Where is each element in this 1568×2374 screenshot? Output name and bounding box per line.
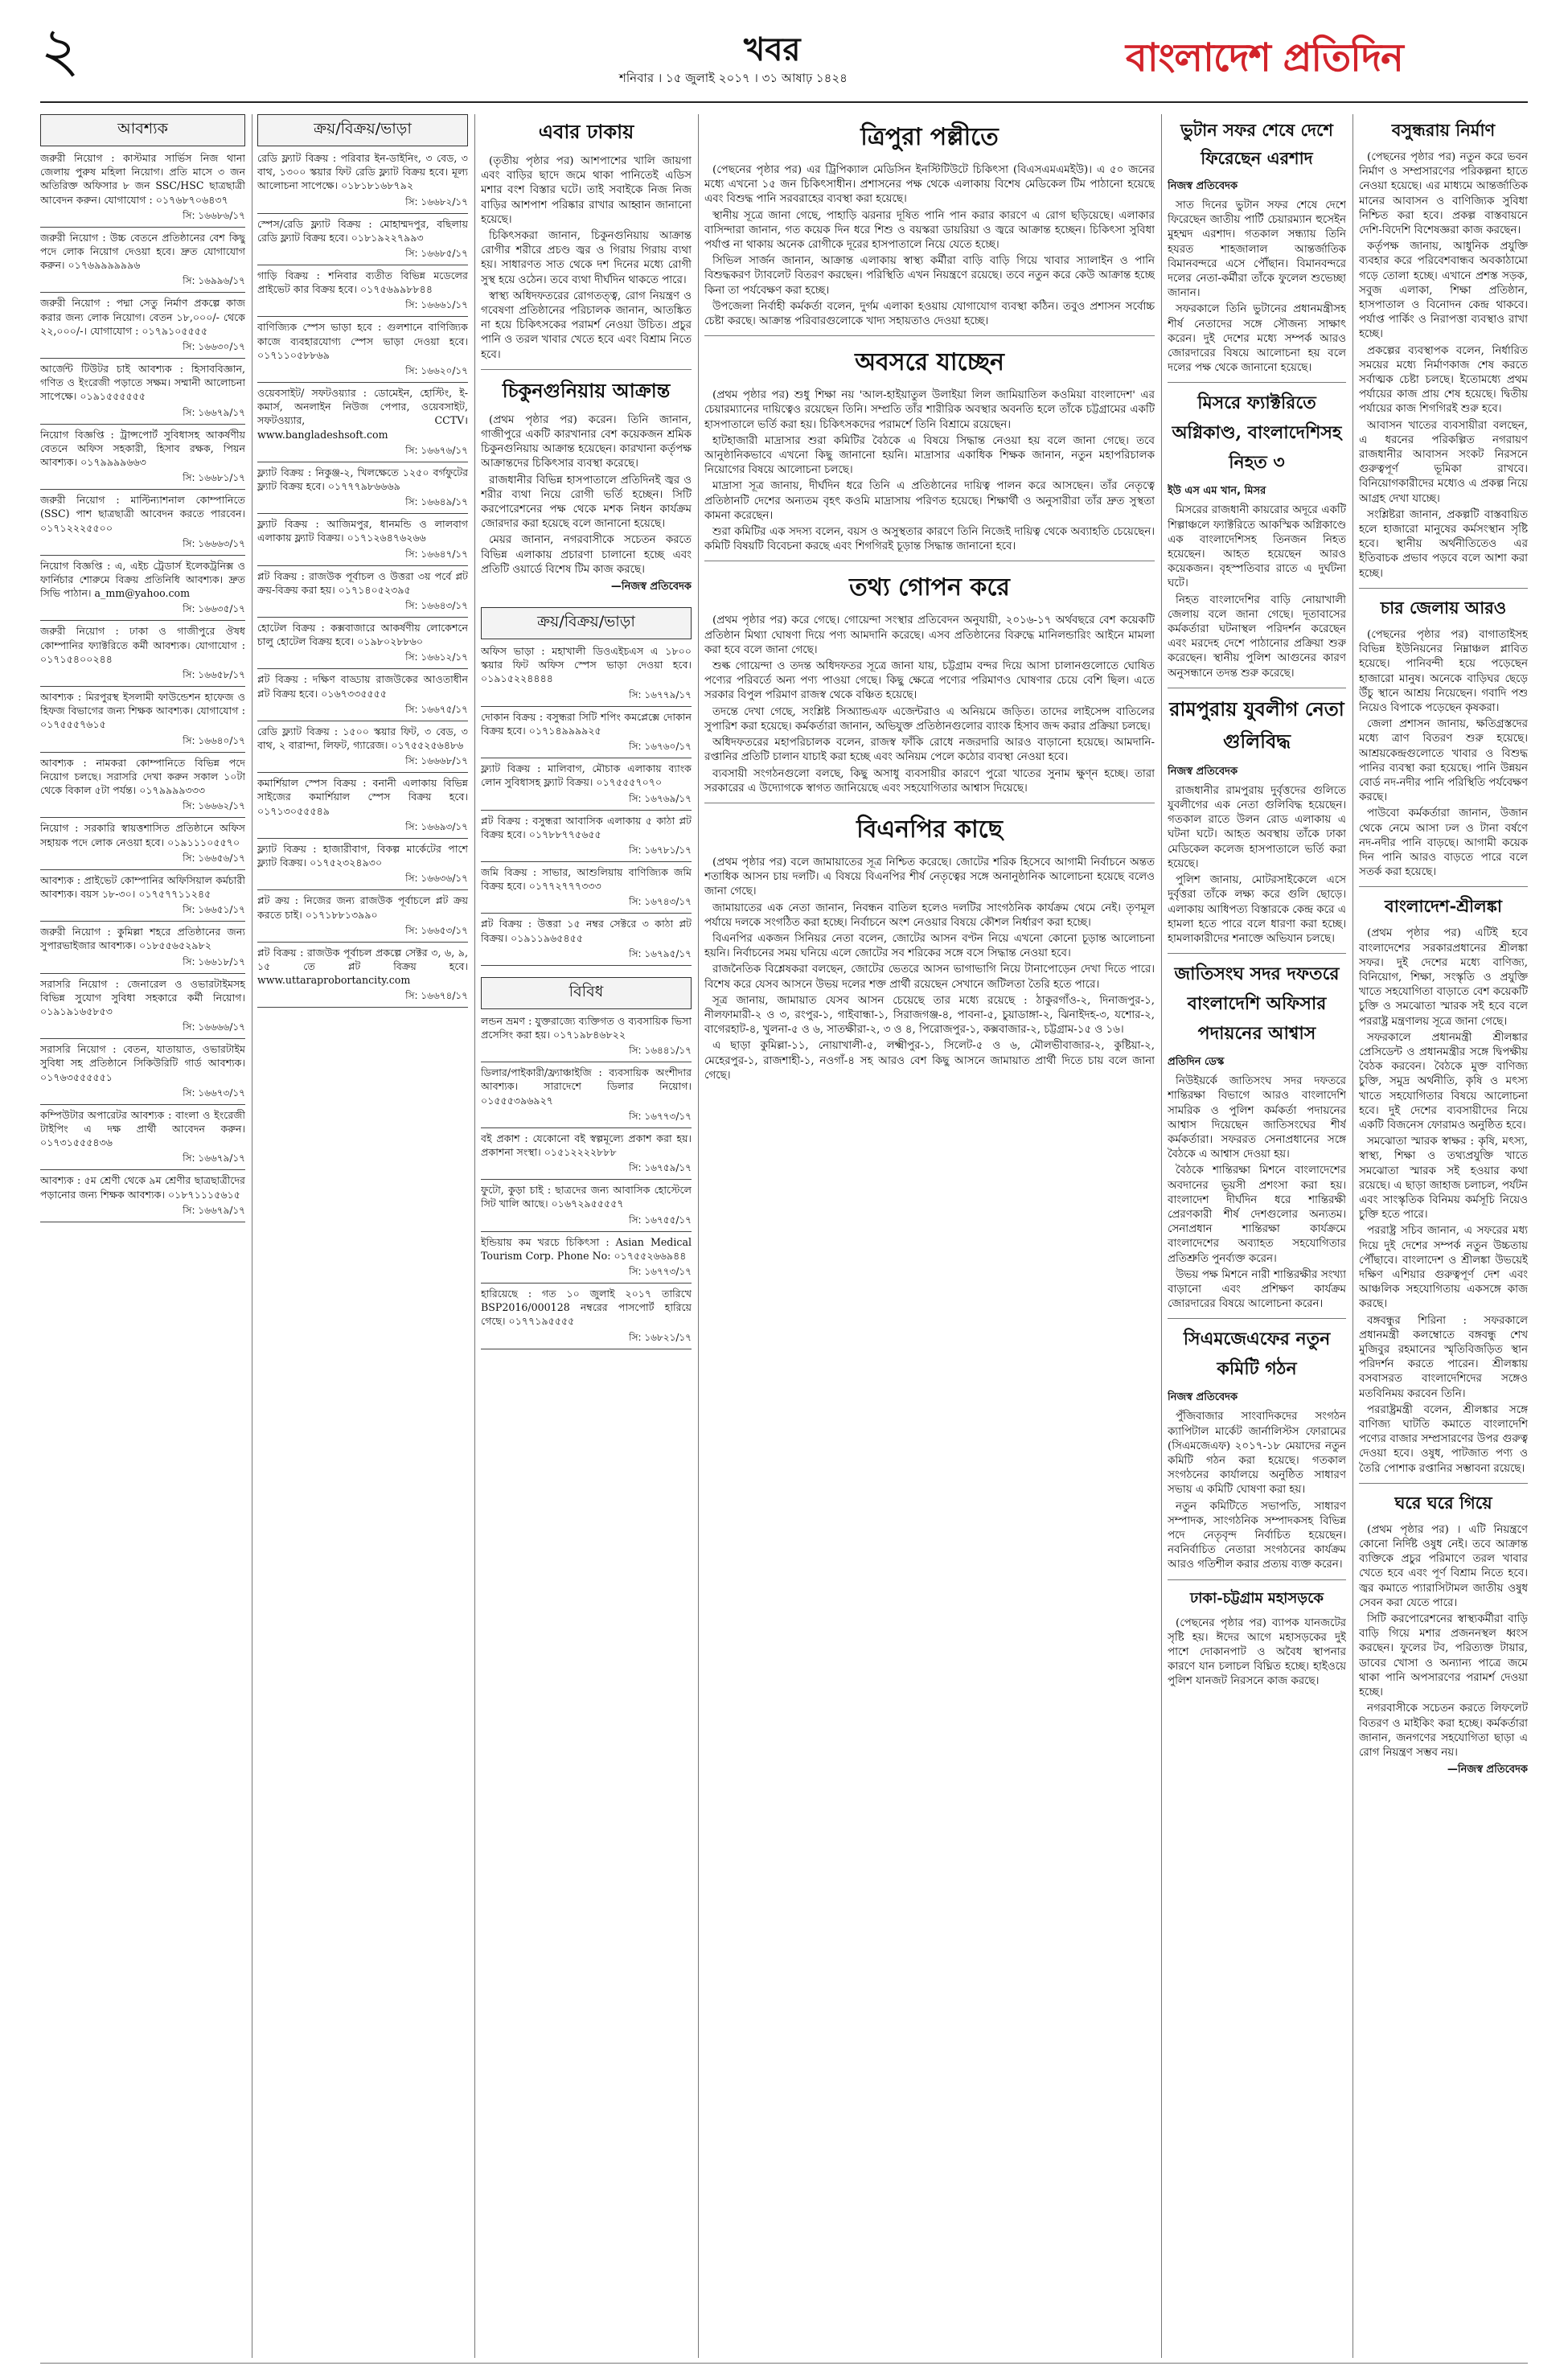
article-paragraph: (প্রথম পৃষ্ঠার পর) বলে জামায়াতের সূত্র নিশ্চিত করেছে। জোটের শরিক হিসেবে আগামী নির্বাচনে অন্তত শতাধিক আসন চায় দলটি। এ বিষয়ে বিএনপির শীর্ষ নেতৃত্বের সঙ্গে অনানুষ্ঠানিক আলোচনা হয়েছে বলেও জানা গেছে।: [704, 856, 1155, 898]
footer-rule: [40, 2363, 1528, 2364]
classified-ad: [40, 362, 245, 425]
byline: ইউ এস এম খান, মিসর: [1168, 485, 1266, 498]
classified-ad: [257, 776, 468, 839]
classified-ad-ref: সি: ১৬৬৮৬/১৭: [40, 209, 245, 228]
classified-ad-text: প্লট ক্রয় : নিজের জন্য রাজউক পূর্বাচলে প্লট ক্রয় করতে চাই। ০১৭১৮৮১৩৯৯০: [257, 894, 468, 921]
classified-ad-ref: সি: ১৬৬৭৯/১৭: [40, 1152, 245, 1170]
classified-ad-ref: সি: ১৬৯৯৬/১৭: [40, 274, 245, 293]
classified-ad-text: জরুরী নিয়োগ : মাল্টিন্যাশনাল কোম্পানিতে (SSC) পাশ ছাত্রছাত্রী আবেদন করতে পারবেন। ০১৭১২২২৫৫০০: [40, 494, 245, 534]
classified-ad-text: প্লট বিক্রয় : উত্তরা ১৫ নম্বর সেক্টরে ৩ কাঠা প্লট বিক্রয়। ০১৯১১৯৬৫৪৫৫: [481, 918, 692, 944]
classified-ad-ref: সি: ১৬৬৫১/১৭: [40, 903, 245, 922]
classified-ad-ref: সি: ১৬৬৭৫/১৭: [257, 703, 468, 721]
classified-ad-text: জরুরী নিয়োগ : কুমিল্লা শহরে প্রতিষ্ঠানের জন্য সুপারভাইজার আবশ্যক। ০১৮৫৫৬৫২৯৮২: [40, 926, 245, 952]
classified-ad-text: নিয়োগ বিজ্ঞপ্তি : এ, এইচ ট্রেডার্স ইলেকট্রনিক্স ও ফার্নিচার শোরুমে বিক্রয় প্রতিনিধি আবশ্যক। দ্রুত সিভি পাঠান। a_mm@yahoo.com: [40, 559, 245, 600]
classified-ad-ref: সি: ১৬৬৭৩/১৭: [40, 1086, 245, 1105]
classified-ad-ref: সি: ১৬৬৪৩/১৭: [257, 599, 468, 618]
classified-ad-ref: সি: ১৬৪৪১/১৭: [481, 1044, 692, 1062]
classified-ad: [481, 710, 692, 758]
article-paragraph: নিহত বাংলাদেশির বাড়ি নোয়াখালী জেলায় বলে জানা গেছে। দূতাবাসের কর্মকর্তারা ঘটনাস্থল পরিদর্শন করেছেন এবং মরদেহ দেশে পাঠানোর প্রক্রিয়া শুরু করেছেন। স্থানীয় পুলিশ আগুনের কারণ অনুসন্ধানে তদন্ত শুরু করেছে।: [1168, 594, 1346, 680]
classified-ad-ref: সি: ১৬৬৭৯/১৭: [40, 406, 245, 425]
classified-ad: [40, 231, 245, 294]
classified-ad: [257, 621, 468, 669]
article-paragraph: প্রকল্পের ব্যবস্থাপক বলেন, নির্ধারিত সময়ের মধ্যে নির্মাণকাজ শেষ করতে সর্বাত্মক চেষ্টা চলছে। ইতোমধ্যে প্রথম পর্যায়ের কাজ প্রায় শেষ হয়েছে। দ্বিতীয় পর্যায়ের কাজ শিগগিরই শুরু হবে।: [1359, 344, 1528, 416]
classified-list: [481, 644, 692, 966]
classified-ad: [257, 517, 468, 565]
article-paragraph: জেলা প্রশাসন জানায়, ক্ষতিগ্রস্তদের মধ্যে ত্রাণ বিতরণ শুরু হয়েছে। আশ্রয়কেন্দ্রগুলোতে খাবার ও বিশুদ্ধ পানির ব্যবস্থা করা হয়েছে। পানি উন্নয়ন বোর্ড নদ-নদীর পানি পরিস্থিতি পর্যবেক্ষণ করছে।: [1359, 718, 1528, 804]
classified-ad: [40, 493, 245, 556]
classified-ad: [257, 217, 468, 265]
article-basundhara-body: [1359, 150, 1528, 581]
classified-ad-ref: সি: ১৬৬১২/১৭: [257, 651, 468, 669]
classified-ad: [257, 386, 468, 462]
classified-ad-ref: সি: ১৬৬৮৫/১৭: [257, 247, 468, 265]
article-paragraph: জামায়াতের এক নেতা জানান, নিবন্ধন বাতিল হলেও দলটির সাংগঠনিক কার্যক্রম থেমে নেই। তৃণমূল পর্যায়ে দলকে সংগঠিত করা হচ্ছে। নির্বাচনে অংশ নেওয়ার বিষয়ে কৌশল নির্ধারণ করা হচ্ছে।: [704, 902, 1155, 929]
classified-ad-ref: সি: ১৬৬৫৩/১৭: [257, 924, 468, 943]
byline: নিজস্ব প্রতিবেদক: [1168, 1391, 1238, 1404]
classified-ad-text: ফ্ল্যাট বিক্রয় : নিকুঞ্জ-২, খিলক্ষেতে ১২৫০ বর্গফুটের ফ্ল্যাট বিক্রয় হবে। ০১৭৭৭৯৮৬৬৬৯: [257, 466, 468, 493]
article-credit: —নিজস্ব প্রতিবেদক: [1447, 1764, 1528, 1776]
classified-ad-ref: সি: ১৬৬৯৩/১৭: [257, 820, 468, 839]
article-chikun-body: [481, 413, 692, 577]
center-column: [704, 114, 1155, 2358]
classified-ad: [481, 917, 692, 965]
article-tripura-body: [704, 163, 1155, 329]
headline-cmj: সিএমজেএফের নতুন কমিটি গঠন: [1183, 1329, 1331, 1380]
header-rule: [40, 101, 1528, 103]
article-paragraph: হাটহাজারী মাদ্রাসার শুরা কমিটির বৈঠকে এ বিষয়ে সিদ্ধান্ত নেওয়া হয় বলে জানা গেছে। তবে আনুষ্ঠানিকভাবে এখনো কিছু জানানো হয়নি। মাদ্রাসার একাধিক শিক্ষক জানান, নতুন মহাপরিচালক নিয়োগের বিষয়ে আলোচনা চলছে।: [704, 434, 1155, 477]
classified-ad-ref: সি: ১৬৬৮২/১৭: [257, 195, 468, 214]
article-paragraph: পররাষ্ট্রমন্ত্রী বলেন, শ্রীলঙ্কার সঙ্গে বাণিজ্য ঘাটতি কমাতে বাংলাদেশি পণ্যের বাজার সম্প্রসারণের উপর গুরুত্ব দেওয়া হবে। ওষুধ, পাটজাত পণ্য ও তৈরি পোশাক রপ্তানির সম্ভাবনা রয়েছে।: [1359, 1403, 1528, 1475]
classified-ad-text: জরুরী নিয়োগ : ঢাকা ও গাজীপুরে ঔষধ কোম্পানির ফ্যাক্টরিতে কর্মী আবশ্যক। যোগাযোগ : ০১৭১৫৪০০২৪৪: [40, 625, 245, 665]
classified-ad-text: দোকান বিক্রয় : বসুন্ধরা সিটি শপিং কমপ্লেক্সে দোকান বিক্রয় হবে। ০১৭১৪৯৯৯৯২৫: [481, 710, 692, 737]
article-paragraph: রাজনৈতিক বিশ্লেষকরা বলছেন, জোটের ভেতরে আসন ভাগাভাগি নিয়ে টানাপোড়েন দেখা দিতে পারে। বিশেষ করে যেসব আসনে উভয় দলের শক্ত প্রার্থী রয়েছেন সেখানে জটিলতা তৈরি হতে পারে।: [704, 963, 1155, 991]
classified-ad-text: আর্জেন্ট টিউটর চাই আবশ্যক : হিসাববিজ্ঞান, গণিত ও ইংরেজী পড়াতে সক্ষম। সম্মানী আলোচনা সাপেক্ষে। ০১৯১৫৫৫৫৫৫: [40, 363, 245, 403]
article-paragraph: (পেছনের পৃষ্ঠার পর) এর ট্রিপিক্যাল মেডিসিন ইনস্টিটিউটে চিকিৎসা (বিএসএমএমইউ)। এ ৫০ জনের মধ্যে এখনো ১৫ জন চিকিৎসাধীন। প্রশাসনের পক্ষ থেকে এলাকায় বিশেষ মেডিকেল টিম পাঠানো হয়েছে এবং বিশুদ্ধ পানি সরবরাহের ব্যবস্থা করা হয়েছে।: [704, 164, 1155, 206]
article-bhutan-body: [1168, 199, 1346, 376]
classified-ad: [257, 842, 468, 890]
classified-ad-text: প্লট বিক্রয় : রাজউক পূর্বাচল প্রকল্পে সেক্টর ৩, ৬, ৯, ১৫ তে প্লট বিক্রয় হবে। www.uttaraprobortancity.com: [257, 946, 468, 987]
article-paragraph: অধিদফতরের মহাপরিচালক বলেন, রাজস্ব ফাঁকি রোধে নজরদারি আরও বাড়ানো হয়েছে। আমদানি-রপ্তানির প্রতিটি চালান যাচাই করা হচ্ছে এবং অনিয়ম পেলে কঠোর ব্যবস্থা নেওয়া হবে।: [704, 737, 1155, 764]
classified-ad-text: লন্ডন ভ্রমণ : যুক্তরাজ্যে ব্যক্তিগত ও ব্যবসায়িক ভিসা প্রসেসিং করা হয়। ০১৭১৯৮৪৬৮২২: [481, 1014, 692, 1041]
article-paragraph: মাদ্রাসা সূত্র জানায়, দীর্ঘদিন ধরে তিনি এ প্রতিষ্ঠানের দায়িত্ব পালন করে আসছেন। তাঁর নেতৃত্বে প্রতিষ্ঠানটি দেশের অন্যতম বৃহৎ কওমি মাদ্রাসায় পরিণত হয়েছে। শিক্ষার্থী ও অনুসারীরা তাঁর দ্রুত সুস্থতা কামনা করেছেন।: [704, 480, 1155, 522]
classified-ad-text: আবশ্যক : ৫ম শ্রেণী থেকে ৯ম শ্রেণীর ছাত্রছাত্রীদের পড়ানোর জন্য শিক্ষক আবশ্যক। ০১৮৭১১১৫৬১৫: [40, 1174, 245, 1201]
date-line: শনিবার । ১৫ জুলাই ২০১৭ । ৩১ আষাঢ় ১৪২৪: [619, 71, 848, 85]
classified-list: [257, 151, 468, 1008]
article-paragraph: শুল্ক গোয়েন্দা ও তদন্ত অধিদফতর সূত্রে জানা যায়, চট্টগ্রাম বন্দর দিয়ে আসা চালানগুলোতে ঘোষিত পণ্যের পরিবর্তে অন্য পণ্য পাওয়া গেছে। কিছু ক্ষেত্রে পণ্যের পরিমাণও ঘোষণার চেয়ে বেশি ছিল। এতে সরকার বিপুল পরিমাণ রাজস্ব থেকে বঞ্চিত হয়েছে।: [704, 660, 1155, 702]
classified-ad-text: জরুরী নিয়োগ : কাস্টমার সার্ভিস নিজ থানা জেলায় পুরুষ মহিলা নিয়োগ। প্রতি মাসে ৩ জন অতিরিক্ত অফিসার ৮ জন SSC/HSC ছাত্রছাত্রী আবেদন করুন। যোগাযোগ : ০১৭৬৮৭০৬৪৩৭: [40, 152, 245, 206]
classified-ad-ref: সি: ১৬৭৫৫/১৭: [481, 1214, 692, 1232]
article-paragraph: রাজধানীর রামপুরায় দুর্বৃত্তদের গুলিতে যুবলীগের এক নেতা গুলিবিদ্ধ হয়েছেন। গতকাল রাতে উলন রোড এলাকায় এ ঘটনা ঘটে। আহত অবস্থায় তাঁকে ঢাকা মেডিকেল কলেজ হাসপাতালে ভর্তি করা হয়েছে।: [1168, 784, 1346, 870]
classified-ad-text: সরাসরি নিয়োগ : বেতন, যাতায়াত, ওভারটাইম সুবিধা সহ প্রতিষ্ঠানে সিকিউরিটি গার্ড আবশ্যক। ০১৭৬৩৫৫৫৫৫১: [40, 1043, 245, 1083]
article-paragraph: পাউবো কর্মকর্তারা জানান, উজান থেকে নেমে আসা ঢল ও টানা বর্ষণে নদ-নদীর পানি বাড়ছে। আগামী কয়েক দিন পানি আরও বাড়তে পারে বলে সতর্ক করা হয়েছে।: [1359, 807, 1528, 879]
classified-ad-ref: সি: ১৬৭৬৯/১৭: [481, 792, 692, 811]
headline-char: চার জেলায় আরও: [1380, 597, 1507, 618]
classified-ad-text: বাণিজ্যিক স্পেস ভাড়া হবে : গুলশানে বাণিজ্যিক কাজে ব্যবহারযোগ্য স্পেস ভাড়া দেওয়া হবে। ০১৭১১০৫৮৮৬৯: [257, 321, 468, 361]
classified-ad: [40, 151, 245, 228]
article-paragraph: শুরা কমিটির এক সদস্য বলেন, বয়স ও অসুস্থতার কারণে তিনি নিজেই দায়িত্ব থেকে অব্যাহতি চেয়েছেন। কমিটি বিষয়টি বিবেচনা করছে এবং শিগগিরই চূড়ান্ত সিদ্ধান্ত জানানো হবে।: [704, 526, 1155, 553]
classified-ad-text: ওয়েবসাইট/ সফটওয়্যার : ডোমেইন, হোস্টিং, ই-কমার্স, অনলাইন নিউজ পেপার, ওয়েবসাইট, সফটওয়্যার, CCTV। www.bangladeshsoft.com: [257, 387, 468, 441]
headline-retire: অবসরে যাচ্ছেন: [855, 348, 1004, 377]
article-paragraph: বিএনপির একজন সিনিয়র নেতা বলেন, জোটের আসন বণ্টন নিয়ে এখনো কোনো চূড়ান্ত আলোচনা হয়নি। নির্বাচনের সময় ঘনিয়ে এলে জোটের সব শরিকের সঙ্গে বসে সিদ্ধান্ত নেওয়া হবে।: [704, 932, 1155, 960]
classified-ad-ref: সি: ১৬৮২১/১৭: [481, 1331, 692, 1349]
classified-ad-ref: সি: ১৬৬৪০/১৭: [40, 734, 245, 753]
classified-ad-text: প্লট বিক্রয় : রাজউক পূর্বাচল ও উত্তরা ৩য় পর্বে প্লট ক্রয়-বিক্রয় করা হয়। ০১৭১৪০৫২৩৯৫: [257, 569, 468, 596]
article-paragraph: সিভিল সার্জন জানান, আক্রান্ত এলাকায় স্বাস্থ্য কর্মীরা বাড়ি বাড়ি গিয়ে খাবার স্যালাইন ও পানি বিশুদ্ধকরণ ট্যাবলেট বিতরণ করছেন। পরিস্থিতি এখন নিয়ন্ত্রণে রয়েছে। তবে নতুন করে কেউ আক্রান্ত হচ্ছে কিনা তা পর্যবেক্ষণ করা হচ্ছে।: [704, 255, 1155, 297]
article-paragraph: সংশ্লিষ্টরা জানান, প্রকল্পটি বাস্তবায়িত হলে হাজারো মানুষের কর্মসংস্থান সৃষ্টি হবে। স্থানীয় অর্থনীতিতেও এর ইতিবাচক প্রভাব পড়বে বলে আশা করা হচ্ছে।: [1359, 508, 1528, 580]
classified-heading: ক্রয়/বিক্রয়/ভাড়া: [257, 114, 468, 146]
classified-ad: [40, 756, 245, 819]
byline: নিজস্ব প্রতিবেদক: [1168, 180, 1238, 192]
news-column: [1168, 114, 1346, 2358]
article-paragraph: পররাষ্ট্র সচিব জানান, এ সফরের মধ্য দিয়ে দুই দেশের সম্পর্ক নতুন উচ্চতায় পৌঁছাবে। বাংলাদেশ ও শ্রীলঙ্কা উভয়েই দক্ষিণ এশিয়ার গুরুত্বপূর্ণ দেশ এবং আঞ্চলিক সহযোগিতায় একসঙ্গে কাজ করছে।: [1359, 1225, 1528, 1311]
article-paragraph: (প্রথম পৃষ্ঠার পর) শুধু শিক্ষা নয় 'আল-হাইয়াতুল উলাইয়া লিল জামিয়াতিল কওমিয়া বাংলাদেশ' এর চেয়ারম্যানের দায়িত্বেও রয়েছেন তিনি। সম্প্রতি তাঁর শারীরিক অবস্থার অবনতি হলে তাঁকে চট্টগ্রামের একটি হাসপাতালে ভর্তি করা হয়। চিকিৎসকদের পরামর্শে তিনি বিশ্রামে রয়েছেন।: [704, 389, 1155, 431]
classified-heading: আবশ্যক: [40, 114, 245, 146]
headline-tothyo: তথ্য গোপন করে: [849, 573, 1010, 602]
classified-ad-ref: সি: ১৬৬৭৯/১৭: [40, 1204, 245, 1222]
article-egypt-body: [1168, 503, 1346, 680]
classified-ad: [40, 624, 245, 687]
article-retire-body: [704, 388, 1155, 554]
article-paragraph: মিসরের রাজধানী কায়রোর অদূরে একটি শিল্পাঞ্চলে ফ্যাক্টরিতে আকস্মিক অগ্নিকাণ্ডে এক বাংলাদেশিসহ তিনজন নিহত হয়েছেন। আহত হয়েছেন আরও কয়েকজন। বৃহস্পতিবার রাতে এ দুর্ঘটনা ঘটে।: [1168, 504, 1346, 590]
article-paragraph: সূত্র জানায়, জামায়াত যেসব আসন চেয়েছে তার মধ্যে রয়েছে : ঠাকুরগাঁও-২, দিনাজপুর-১, নীলফামারী-২ ও ৩, রংপুর-১, গাইবান্ধা-১, সিরাজগঞ্জ-৪, পাবনা-৫, চুয়াডাঙ্গা-২, ঝিনাইদহ-৩, যশোর-২, বাগেরহাট-৪, খুলনা-৫ ও ৬, সাতক্ষীরা-২, ৩ ও ৪, পিরোজপুর-১, কক্সবাজার-২, চট্টগ্রাম-১৫ ও ১৬।: [704, 994, 1155, 1037]
headline-rampura: রামপুরায় যুবলীগ নেতা গুলিবিদ্ধ: [1169, 696, 1344, 753]
classified-ad: [257, 151, 468, 214]
classified-ad-ref: সি: ১৬৭৪৩/১৭: [481, 895, 692, 914]
article-paragraph: (পেছনের পৃষ্ঠার পর) ব্যাপক যানজটের সৃষ্টি হয়। ঈদের আগে মহাসড়কের দুই পাশে দোকানপাট ও অবৈধ স্থাপনার কারণে যান চলাচল বিঘ্নিত হচ্ছে। হাইওয়ে পুলিশ যানজট নিরসনে কাজ করছে।: [1168, 1616, 1346, 1688]
article-paragraph: (প্রথম পৃষ্ঠার পর) করে গেছে। গোয়েন্দা সংস্থার প্রতিবেদন অনুযায়ী, ২০১৬-১৭ অর্থবছরে বেশ কয়েকটি প্রতিষ্ঠান মিথ্যা ঘোষণা দিয়ে পণ্য আমদানি করেছে। এসব প্রতিষ্ঠানের বিরুদ্ধে মানিলন্ডারিং আইনে মামলা করা হবে বলে জানা গেছে।: [704, 614, 1155, 656]
classified-ad: [40, 1042, 245, 1105]
headline-bhutan: ভুটান সফর শেষে দেশে ফিরেছেন এরশাদ: [1180, 120, 1333, 168]
classified-ad-ref: সি: ১৬৬৬৬/১৭: [40, 1021, 245, 1039]
classified-list: [481, 1014, 692, 1349]
classified-ad-text: নিয়োগ বিজ্ঞপ্তি : ট্রান্সপোর্ট সুবিধাসহ আকর্ষণীয় বেতনে অফিস সহকারী, হিসাব রক্ষক, পিয়ন আবশ্যক। ০১৭৯৯৯৯৬৬৩: [40, 428, 245, 469]
classified-ad-ref: সি: ১৬৬৩০/১৭: [40, 340, 245, 359]
classified-ad: [481, 1132, 692, 1180]
article-paragraph: সমঝোতা স্মারক স্বাক্ষর : কৃষি, মৎস্য, স্বাস্থ্য, শিক্ষা ও তথ্যপ্রযুক্তি খাতে সমঝোতা স্মারক সই হওয়ার কথা রয়েছে। এ ছাড়া জাহাজ চলাচল, পর্যটন এবং সাংস্কৃতিক বিনিময় কর্মসূচি নিয়েও চুক্তি হতে পারে।: [1359, 1136, 1528, 1222]
article-paragraph: উপজেলা নির্বাহী কর্মকর্তা বলেন, দুর্গম এলাকা হওয়ায় যোগাযোগ ব্যবস্থা কঠিন। তবুও প্রশাসন সর্বোচ্চ চেষ্টা করছে। আক্রান্ত পরিবারগুলোকে খাদ্য সহায়তাও দেওয়া হচ্ছে।: [704, 300, 1155, 328]
classified-ad-ref: সি: ১৬৬১৮/১৭: [40, 955, 245, 974]
classified-ad-ref: সি: ১৬৭৮১/১৭: [481, 844, 692, 862]
byline: প্রতিদিন ডেস্ক: [1168, 1056, 1225, 1069]
classified-ad-text: প্লট বিক্রয় : বসুন্ধরা আবাসিক এলাকায় ৫ কাঠা প্লট বিক্রয় হবে। ০১৭৮৮৭৭৫৬৫৫: [481, 814, 692, 840]
classified-ad-ref: সি: ১৬৬৩৬/১৭: [257, 872, 468, 890]
classified-heading: ক্রয়/বিক্রয়/ভাড়া: [481, 607, 692, 639]
classified-ad-ref: সি: ১৬৭৯৫/১৭: [481, 947, 692, 966]
classified-ad: [40, 1108, 245, 1171]
classified-ad: [40, 428, 245, 491]
classified-ad-ref: সি: ১৬৭৭৩/১৭: [481, 1265, 692, 1284]
classified-ad-ref: সি: ১৬৬৭৬/১৭: [257, 444, 468, 462]
article-paragraph: (প্রথম পৃষ্ঠার পর) এটিই হবে বাংলাদেশের সরকারপ্রধানের শ্রীলঙ্কা সফর। দুই দেশের মধ্যে বাণিজ্য, বিনিয়োগ, শিক্ষা, সংস্কৃতি ও প্রযুক্তি খাতে সহযোগিতা বাড়াতে বেশ কয়েকটি চুক্তি ও সমঝোতা স্মারক সই হবে বলে পররাষ্ট্র মন্ত্রণালয় সূত্রে জানা গেছে।: [1359, 927, 1528, 1028]
article-paragraph: আবাসন খাতের ব্যবসায়ীরা বলছেন, এ ধরনের পরিকল্পিত নগরায়ণ রাজধানীর আবাসন সংকট নিরসনে গুরুত্বপূর্ণ ভূমিকা রাখবে। বিনিয়োগকারীদের মধ্যেও এ প্রকল্প নিয়ে আগ্রহ দেখা যাচ্ছে।: [1359, 419, 1528, 505]
classified-ad: [481, 1287, 692, 1349]
article-paragraph: ব্যবসায়ী সংগঠনগুলো বলছে, কিছু অসাধু ব্যবসায়ীর কারণে পুরো খাতের সুনাম ক্ষুণ্ন হচ্ছে। তারা সরকারের এ উদ্যোগকে স্বাগত জানিয়েছে এবং সহযোগিতার আশ্বাস দিয়েছে।: [704, 767, 1155, 795]
classified-ad-ref: সি: ১৬৭৭৯/১৭: [481, 688, 692, 707]
classified-ad-ref: সি: ১৬৬৬৩/১৭: [40, 537, 245, 556]
article-paragraph: (প্রথম পৃষ্ঠার পর) করেন। তিনি জানান, গাজীপুরে একটি কারখানার বেশ কয়েকজন শ্রমিক চিকুনগুনিয়ায় আক্রান্ত হয়েছেন। কারখানা কর্তৃপক্ষ আক্রান্তদের চিকিৎসার ব্যবস্থা করেছে।: [481, 413, 692, 470]
classified-ad: [257, 672, 468, 721]
article-paragraph: তদন্তে দেখা গেছে, সংশ্লিষ্ট সিঅ্যান্ডএফ এজেন্টরাও এ অনিয়মে জড়িত। তাদের লাইসেন্স বাতিলের সুপারিশ করা হয়েছে। কর্মকর্তারা জানান, অভিযুক্ত প্রতিষ্ঠানগুলোর ব্যাংক হিসাব জব্দ করার প্রক্রিয়া চলছে।: [704, 705, 1155, 733]
classified-ad-text: আবশ্যক : প্রাইভেট কোম্পানির অফিসিয়াল কর্মচারী আবশ্যক। বয়স ১৮-৩০। ০১৭৫৭৭১১২৪৫: [40, 873, 245, 900]
classified-ad-ref: সি: ১৬৭৫৯/১৭: [481, 1161, 692, 1180]
classified-ad: [481, 1235, 692, 1284]
classified-ad: [40, 296, 245, 359]
article-dhaka-body: [481, 154, 692, 363]
classified-ad-ref: সি: ১৬৬৫৮/১৭: [40, 668, 245, 687]
article-cmj-body: [1168, 1410, 1346, 1572]
article-paragraph: সাত দিনের ভুটান সফর শেষে দেশে ফিরেছেন জাতীয় পার্টি চেয়ারম্যান হুসেইন মুহম্মদ এরশাদ। গতকাল সন্ধ্যায় তিনি হযরত শাহজালাল আন্তর্জাতিক বিমানবন্দরে এসে পৌঁছান। বিমানবন্দরে দলের নেতা-কর্মীরা তাঁকে ফুলেল শুভেচ্ছা জানান।: [1168, 199, 1346, 300]
classified-ad: [40, 873, 245, 922]
classified-ad-ref: সি: ১৬৬৭৪/১৭: [257, 989, 468, 1008]
classified-ad: [257, 893, 468, 942]
classified-ad: [40, 925, 245, 973]
article-lanka-body: [1359, 926, 1528, 1477]
article-paragraph: মেয়র জানান, নগরবাসীকে সচেতন করতে বিভিন্ন এলাকায় প্রচারণা চালানো হচ্ছে এবং প্রতিটি ওয়ার্ডে বিশেষ টিম কাজ করছে।: [481, 534, 692, 576]
classified-ad: [481, 762, 692, 810]
classified-ad: [40, 1173, 245, 1222]
article-paragraph: চিকিৎসকরা জানান, চিকুনগুনিয়ায় আক্রান্ত রোগীর শরীরে প্রচণ্ড জ্বর ও গিরায় গিরায় ব্যথা হয়। সাধারণত সাত থেকে দশ দিনের মধ্যে রোগী সুস্থ হয়ে ওঠেন। তবে ব্যথা দীর্ঘদিন থাকতে পারে।: [481, 230, 692, 286]
article-tothyo-body: [704, 614, 1155, 795]
article-paragraph: (প্রথম পৃষ্ঠার পর) । এটি নিয়ন্ত্রণে কোনো নির্দিষ্ট ওষুধ নেই। তবে আক্রান্ত ব্যক্তিকে প্রচুর পরিমাণে তরল খাবার খেতে হবে এবং পূর্ণ বিশ্রাম নিতে হবে। জ্বর কমাতে প্যারাসিটামল জাতীয় ওষুধ সেবন করা যেতে পারে।: [1359, 1523, 1528, 1609]
article-paragraph: নিউইয়র্কে জাতিসংঘ সদর দফতরে শান্তিরক্ষা বিভাগে আরও বাংলাদেশি সামরিক ও পুলিশ কর্মকর্তা পদায়নের আশ্বাস দিয়েছেন জাতিসংঘের শীর্ষ কর্মকর্তারা। সফররত সেনাপ্রধানের সঙ্গে বৈঠকে এ আশ্বাস দেওয়া হয়।: [1168, 1075, 1346, 1161]
article-paragraph: (পেছনের পৃষ্ঠার পর) নতুন করে ভবন নির্মাণ ও সম্প্রসারণের পরিকল্পনা হাতে নেওয়া হয়েছে। এর মাধ্যমে আন্তর্জাতিক মানের আবাসন ও বাণিজ্যিক সুবিধা নিশ্চিত করা হবে। প্রকল্প বাস্তবায়নে দেশি-বিদেশি বিশেষজ্ঞরা কাজ করছেন।: [1359, 151, 1528, 237]
article-paragraph: সফরকালে তিনি ভুটানের প্রধানমন্ত্রীসহ শীর্ষ নেতাদের সঙ্গে সৌজন্য সাক্ষাৎ করেন। দুই দেশের মধ্যে সম্পর্ক আরও জোরদারের বিষয়ে আলোচনা হয় বলে দলের পক্ষ থেকে জানানো হয়েছে।: [1168, 303, 1346, 375]
classified-ad-text: আবশ্যক : নামকরা কোম্পানিতে বিভিন্ন পদে নিয়োগ চলছে। সরাসরি দেখা করুন সকাল ১০টা থেকে বিকাল ৫টা পর্যন্ত। ০১৭৯৯৯৯৩৩৩: [40, 756, 245, 797]
right-column: [1359, 114, 1528, 2358]
headline-chikun: চিকুনগুনিয়ায় আক্রান্ত: [502, 378, 671, 402]
classified-ad-text: ফ্ল্যাট বিক্রয় : হাজারীবাগ, বিকল্প মার্কেটের পাশে ফ্ল্যাট বিক্রয়। ০১৭৫২৩২৪৯৩০: [257, 842, 468, 869]
classified-ad-text: অফিস ভাড়া : মহাখালী ডিওএইচএস এ ১৮০০ স্কয়ার ফিট অফিস স্পেস ভাড়া দেওয়া হবে। ০১৯১৫২২৪৪৪৪: [481, 645, 692, 685]
classified-ad-text: হারিয়েছে : গত ১০ জুলাই ২০১৭ তারিখে BSP2016/000128 নম্বরের পাসপোর্ট হারিয়ে গেছে। ০১৭৭১৯৫৫৫৫: [481, 1287, 692, 1328]
headline-highway: ঢাকা-চট্টগ্রাম মহাসড়কে: [1190, 1589, 1324, 1607]
article-paragraph: রাজধানীর বিভিন্ন হাসপাতালে প্রতিদিনই জ্বর ও শরীর ব্যথা নিয়ে রোগী ভর্তি হচ্ছেন। সিটি করপোরেশনের পক্ষ থেকে মশক নিধন কার্যক্রম জোরদার করা হয়েছে বলে জানানো হয়েছে।: [481, 474, 692, 531]
article-paragraph: বৈঠকে শান্তিরক্ষা মিশনে বাংলাদেশের অবদানের ভূয়সী প্রশংসা করা হয়। বাংলাদেশ দীর্ঘদিন ধরে শান্তিরক্ষী প্রেরণকারী শীর্ষ দেশগুলোর অন্যতম। সেনাপ্রধান শান্তিরক্ষা কার্যক্রমে বাংলাদেশের অব্যাহত সহযোগিতার প্রতিশ্রুতি পুনর্ব্যক্ত করেন।: [1168, 1164, 1346, 1265]
article-paragraph: (তৃতীয় পৃষ্ঠার পর) আশপাশের খালি জায়গা এবং বাড়ির ছাদে জমে থাকা পানিতেই এডিস মশার বংশ বিস্তার ঘটে। তাই সবাইকে নিজ নিজ বাড়ির আশপাশ পরিষ্কার রাখার আহ্বান জানানো হয়েছে।: [481, 155, 692, 226]
classified-ad: [481, 865, 692, 914]
classified-ad-ref: সি: ১৬৬৪৯/১৭: [257, 495, 468, 514]
classified-column-1: [40, 114, 245, 2358]
classified-ad-ref: সি: ১৬৬৮১/১৭: [40, 471, 245, 490]
classified-column-2: [257, 114, 468, 2358]
classified-ad-text: প্লট বিক্রয় : দক্ষিণ বাড্ডায় রাজউকের আওতাধীন প্লট বিক্রয় হবে। ০১৬৭৩৩৫৫৫৫: [257, 673, 468, 700]
classified-ad-text: গাড়ি বিক্রয় : শনিবার ব্যতীত বিভিন্ন মডেলের প্রাইভেট কার বিক্রয় হবে। ০১৭৫৬৯৯৮৮৪৪: [257, 269, 468, 296]
classified-ad-ref: সি: ১৬৬৫৬/১৭: [40, 852, 245, 870]
byline: নিজস্ব প্রতিবেদক: [1168, 765, 1238, 778]
classified-ad-text: সরাসরি নিয়োগ : জেনারেল ও ওভারটাইমসহ বিভিন্ন সুযোগ সুবিধা সহকারে কর্মী নিয়োগ। ০১৯১৯১৬৫৮৫৩: [40, 977, 245, 1017]
article-paragraph: উভয় পক্ষ মিশনে নারী শান্তিরক্ষীর সংখ্যা বাড়ানো এবং প্রশিক্ষণ কার্যক্রম জোরদারের বিষয়ে আলোচনা করেন।: [1168, 1268, 1346, 1311]
classified-ad-ref: সি: ১৬৬৬১/১৭: [257, 298, 468, 317]
classified-ad-text: হোটেল বিক্রয় : কক্সবাজারে আকর্ষণীয় লোকেশনে চালু হোটেল বিক্রয় হবে। ০১৯৮০২৮৮৬০: [257, 622, 468, 648]
classified-ad-text: জমি বিক্রয় : সাভার, আশুলিয়ায় বাণিজ্যিক জমি বিক্রয় হবে। ০১৭৭২৭৭৭৩৩৩: [481, 865, 692, 893]
classified-ad-ref: সি: ১৬৬৩৫/১৭: [40, 602, 245, 621]
headline-tripura: ত্রিপুরা পল্লীতে: [860, 123, 999, 151]
headline-ghore: ঘরে ঘরে গিয়ে: [1394, 1492, 1492, 1513]
classified-ad: [257, 725, 468, 773]
classified-ad: [481, 644, 692, 707]
column-3: [481, 114, 692, 2358]
classified-ad-text: জরুরী নিয়োগ : পদ্মা সেতু নির্মাণ প্রকল্পে কাজ করার জন্য লোক নিয়োগ। বেতন ১৮,০০০/- থেকে ২২,০০০/-। যোগাযোগ : ০১৭৯১০৫৫৫৫: [40, 297, 245, 337]
classified-ad: [40, 559, 245, 622]
article-paragraph: বঙ্গবন্ধুর শিরিনা : সফরকালে প্রধানমন্ত্রী কলম্বোতে বঙ্গবন্ধু শেখ মুজিবুর রহমানের স্মৃতিবিজড়িত স্থান পরিদর্শন করতে পারেন। শ্রীলঙ্কায় বসবাসরত বাংলাদেশিদের সঙ্গেও মতবিনিময় করবেন তিনি।: [1359, 1314, 1528, 1400]
article-paragraph: কর্তৃপক্ষ জানায়, আধুনিক প্রযুক্তি ব্যবহার করে পরিবেশবান্ধব অবকাঠামো গড়ে তোলা হচ্ছে। এখানে প্রশস্ত সড়ক, সবুজ এলাকা, শিক্ষা প্রতিষ্ঠান, হাসপাতাল ও বিনোদন কেন্দ্র থাকবে। পর্যাপ্ত পার্কিং ও নিরাপত্তা ব্যবস্থাও রাখা হচ্ছে।: [1359, 240, 1528, 341]
classified-ad-text: ইন্ডিয়ায় কম খরচে চিকিৎসা : Asian Medical Tourism Corp. Phone No: ০১৭৫৫২৬৬৯৪৪: [481, 1235, 692, 1262]
classified-ad-text: আবশ্যক : মিরপুরস্থ ইসলামী ফাউন্ডেশন হাফেজ ও হিফজ বিভাগের জন্য শিক্ষক আবশ্যক। যোগাযোগ : ০১৭৫৫৫৭৬১৫: [40, 691, 245, 731]
classified-ad: [481, 1183, 692, 1231]
article-highway-body: [1168, 1616, 1346, 1690]
article-paragraph: নগরবাসীকে সচেতন করতে লিফলেট বিতরণ ও মাইকিং করা হচ্ছে। কর্মকর্তারা জানান, জনগণের সহযোগিতা ছাড়া এ রোগ নিয়ন্ত্রণ সম্ভব নয়।: [1359, 1702, 1528, 1759]
classified-ad-text: ফ্ল্যাট বিক্রয় : আজিমপুর, ধানমন্ডি ও লালবাগ এলাকায় ফ্ল্যাট বিক্রয়। ০১৭১২৬৪৭৬২৬৬: [257, 518, 468, 544]
classified-ad-text: বই প্রকাশ : যেকোনো বই স্বল্পমূল্যে প্রকাশ করা হয়। প্রকাশনা সংস্থা। ০১৫১২২২২৮৮৮: [481, 1132, 692, 1158]
classified-ad: [257, 466, 468, 514]
article-paragraph: (পেছনের পৃষ্ঠার পর) বাগাতাইসহ বিভিন্ন ইউনিয়নের নিম্নাঞ্চল প্লাবিত হয়েছে। পানিবন্দী হয়ে পড়েছেন হাজারো মানুষ। অনেকে বাড়িঘর ছেড়ে উঁচু স্থানে আশ্রয় নিয়েছেন। গবাদি পশু নিয়েও বিপাকে পড়েছেন কৃষকরা।: [1359, 628, 1528, 714]
classified-ad-text: নিয়োগ : সরকারি স্বায়ত্তশাসিত প্রতিষ্ঠানে অফিস সহায়ক পদে লোক নেওয়া হবে। ০১৯১১১০৫৫৭০: [40, 822, 245, 848]
masthead-logo: বাংলাদেশ প্রতিদিন: [1126, 35, 1403, 80]
article-paragraph: পুঁজিবাজার সাংবাদিকদের সংগঠন ক্যাপিটাল মার্কেট জার্নালিস্টস ফোরামের (সিএমজেএফ) ২০১৭-১৮ মেয়াদের নতুন কমিটি গঠন করা হয়েছে। গতকাল সংগঠনের কার্যালয়ে অনুষ্ঠিত সাধারণ সভায় এ কমিটি ঘোষণা করা হয়।: [1168, 1411, 1346, 1497]
article-credit: —নিজস্ব প্রতিবেদক: [610, 581, 692, 594]
classified-ad-text: ফ্ল্যাট বিক্রয় : মালিবাগ, মৌচাক এলাকায় ব্যাংক লোন সুবিধাসহ ফ্ল্যাট বিক্রয়। ০১৭৫৫৫৭০৭০: [481, 762, 692, 789]
classified-ad-ref: সি: ১৬৬৬২/১৭: [40, 799, 245, 818]
classified-list: [40, 151, 245, 1222]
article-paragraph: নতুন কমিটিতে সভাপতি, সাধারণ সম্পাদক, সাংগঠনিক সম্পাদকসহ বিভিন্ন পদে নেতৃবৃন্দ নির্বাচিত হয়েছেন। নবনির্বাচিত নেতারা সংগঠনের কার্যক্রম আরও গতিশীল করার প্রত্যয় ব্যক্ত করেন।: [1168, 1500, 1346, 1571]
classified-ad-ref: সি: ১৬৬৪৭/১৭: [257, 548, 468, 566]
classified-ad-text: স্পেস/রেডি ফ্ল্যাট বিক্রয় : মোহাম্মদপুর, বছিলায় রেডি ফ্ল্যাট বিক্রয় হবে। ০১৮১৯২২৭৯৯৩: [257, 217, 468, 244]
classified-ad: [40, 821, 245, 869]
section-title: খবর: [744, 31, 801, 68]
page-number: ২: [40, 14, 80, 85]
classified-ad: [40, 977, 245, 1040]
article-paragraph: স্থানীয় সূত্রে জানা গেছে, পাহাড়ি ঝরনার দূষিত পানি পান করার কারণে এ রোগ ছড়িয়েছে। এলাকার বাসিন্দারা জানান, গত কয়েক দিন ধরে শিশু ও বয়স্করা ডায়রিয়া ও জ্বরে আক্রান্ত হচ্ছেন। চিকিৎসা সুবিধা পর্যাপ্ত না থাকায় অনেক রোগীকে দূরের হাসপাতালে নিয়ে যেতে হচ্ছে।: [704, 209, 1155, 252]
article-paragraph: সিটি করপোরেশনের স্বাস্থ্যকর্মীরা বাড়ি বাড়ি গিয়ে মশার প্রজননস্থল ধ্বংস করছেন। ফুলের টব, পরিত্যক্ত টায়ার, ডাবের খোসা ও অন্যান্য পাত্রে জমে থাকা পানি অপসারণের পরামর্শ দেওয়া হচ্ছে।: [1359, 1613, 1528, 1699]
classified-ad: [481, 814, 692, 862]
classified-ad-ref: সি: ১৬৭৬০/১৭: [481, 740, 692, 758]
classified-ad: [481, 1014, 692, 1062]
classified-ad-text: রেডি ফ্ল্যাট বিক্রয় : ১৫০০ স্কয়ার ফিট, ৩ বেড, ৩ বাথ, ২ বারান্দা, লিফট, গ্যারেজ। ০১৭৫৫২৫৬৪৮৬: [257, 725, 468, 752]
classified-ad-text: ফুটো, কুড়া চাই : ছাত্রদের জন্য আবাসিক হোস্টেলে সিট খালি আছে। ০১৬৭২৯৫৫৫৫৭: [481, 1184, 692, 1210]
classified-ad: [40, 690, 245, 753]
headline-lanka: বাংলাদেশ-শ্রীলঙ্কা: [1385, 896, 1502, 917]
article-un-body: [1168, 1074, 1346, 1312]
classified-ad-text: কম্পিউটার অপারেটর আবশ্যক : বাংলা ও ইংরেজী টাইপিং এ দক্ষ প্রার্থী আবেদন করুন। ০১৭৩১৫৫৫৪৩৬: [40, 1108, 245, 1149]
headline-dhaka: এবার ঢাকায়: [538, 120, 634, 143]
classified-ad-text: জরুরী নিয়োগ : উচ্চ বেতনে প্রতিষ্ঠানের বেশ কিছু পদে লোক নিয়োগ দেওয়া হবে। দ্রুত যোগাযোগ করুন। ০১৭৬৯৯৯৯৯৯৬: [40, 231, 245, 272]
article-paragraph: স্বাস্থ্য অধিদফতরের রোগতত্ত্ব, রোগ নিয়ন্ত্রণ ও গবেষণা প্রতিষ্ঠানের পরিচালক জানান, আতঙ্কিত না হয়ে চিকিৎসকের পরামর্শ নেওয়া উচিত। প্রচুর পানি ও তরল খাবার খেতে হবে এবং বিশ্রাম নিতে হবে।: [481, 290, 692, 361]
classified-ad: [257, 320, 468, 383]
article-ghore-body: [1359, 1523, 1528, 1760]
article-rampura-body: [1168, 784, 1346, 947]
classified-ad-text: রেডি ফ্ল্যাট বিক্রয় : পরিবার ইন-ডাইনিং, ৩ বেড, ৩ বাথ, ১৩০০ স্কয়ার ফিট রেডি ফ্ল্যাট বিক্রয় হবে। মূল্য আলোচনা সাপেক্ষে। ০১৮১৮১৬৮৭৯২: [257, 152, 468, 192]
classified-ad-text: ডিলার/পাইকারী/ফ্র্যাঞ্চাইজি : ব্যবসায়িক অংশীদার আবশ্যক। সারাদেশে ডিলার নিয়োগ। ০১৫৫৫৩৯৬৯২৭: [481, 1066, 692, 1107]
article-paragraph: পুলিশ জানায়, মোটরসাইকেলে এসে দুর্বৃত্তরা তাঁকে লক্ষ্য করে গুলি ছোড়ে। এলাকায় আধিপত্য বিস্তারকে কেন্দ্র করে এ হামলা হতে পারে বলে ধারণা করা হচ্ছে। হামলাকারীদের শনাক্তে অভিযান চলছে।: [1168, 874, 1346, 945]
classified-heading: বিবিধ: [481, 977, 692, 1009]
classified-ad-ref: সি: ১৬৭৭৩/১৭: [481, 1110, 692, 1128]
article-paragraph: এ ছাড়া কুমিল্লা-১১, নোয়াখালী-৫, লক্ষ্মীপুর-১, সিলেট-৫ ও ৬, মৌলভীবাজার-২, কুষ্টিয়া-২, মেহেরপুর-১, রাজশাহী-১, নওগাঁ-৪ সহ আরও বেশ কিছু আসনে জামায়াত প্রার্থী দিতে চায় বলে জানা গেছে।: [704, 1040, 1155, 1082]
headline-bnp: বিএনপির কাছে: [856, 815, 1003, 844]
classified-ad-ref: সি: ১৬৬২০/১৭: [257, 364, 468, 383]
headline-basundhara: বসুন্ধরায় নির্মাণ: [1391, 120, 1496, 140]
headline-egypt: মিসরে ফ্যাক্টরিতে অগ্নিকাণ্ড, বাংলাদেশিসহ নিহত ৩: [1172, 392, 1342, 474]
article-bnp-body: [704, 856, 1155, 1083]
classified-ad-text: কমার্শিয়াল স্পেস বিক্রয় : বনানী এলাকায় বিভিন্ন সাইজের কমার্শিয়াল স্পেস বিক্রয় হবে। ০১৭১৩০৫৫৫৪৯: [257, 777, 468, 817]
classified-ad-ref: সি: ১৬৬৬৮/১৭: [257, 754, 468, 773]
classified-ad: [481, 1066, 692, 1128]
article-paragraph: সফরকালে প্রধানমন্ত্রী শ্রীলঙ্কার প্রেসিডেন্ট ও প্রধানমন্ত্রীর সঙ্গে দ্বিপক্ষীয় বৈঠক করবেন। বৈঠকে মুক্ত বাণিজ্য চুক্তি, সমুদ্র অর্থনীতি, কৃষি ও মৎস্য খাতে সহযোগিতার বিষয়ে আলোচনা হবে। দুই দেশের ব্যবসায়ীদের নিয়ে একটি বিজনেস ফোরামও অনুষ্ঠিত হবে।: [1359, 1031, 1528, 1132]
article-char-body: [1359, 628, 1528, 880]
classified-ad: [257, 269, 468, 317]
headline-un: জাতিসংঘ সদর দফতরে বাংলাদেশি অফিসার পদায়নের আশ্বাস: [1174, 963, 1340, 1045]
classified-ad: [257, 569, 468, 618]
classified-ad: [257, 946, 468, 1008]
